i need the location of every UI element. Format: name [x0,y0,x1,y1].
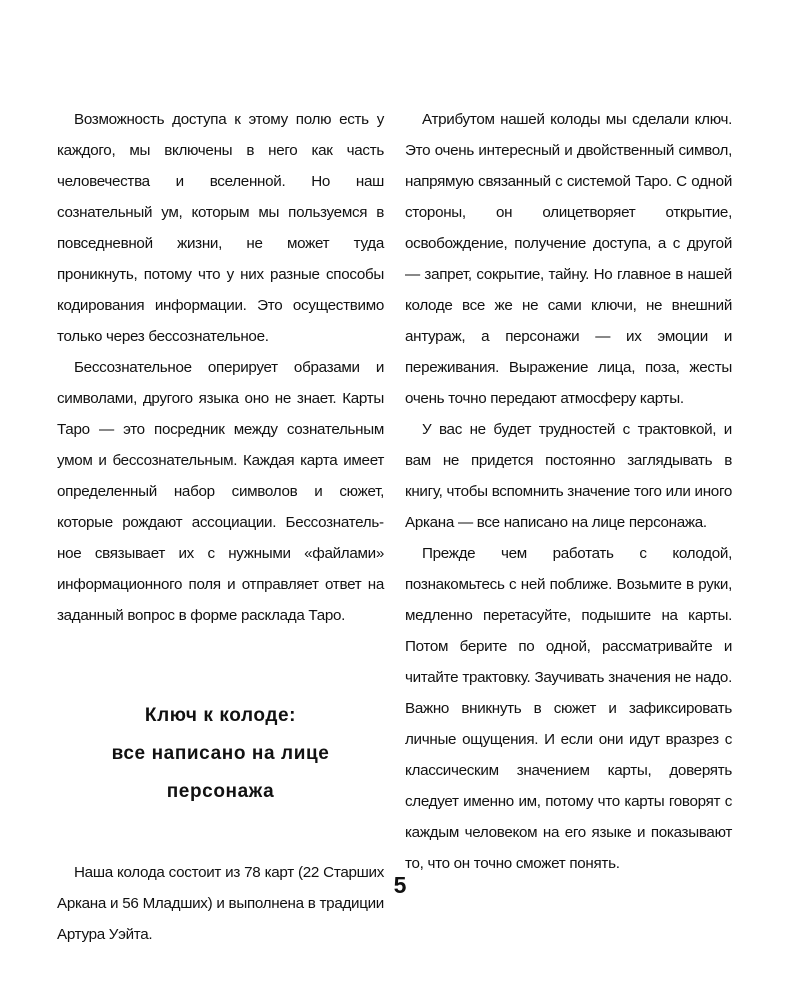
left-paragraph-3: Наша колода состоит из 78 карт (22 Старших Аркана и 56 Младших) и выполнена в традиции Артура Уэйта. [57,864,384,943]
page-number: 5 [393,872,407,898]
left-paragraph-1: Возможность доступа к этому полю есть у каждого, мы включены в него как часть человечества и вселенной. Но наш сознательный ум, которым мы пользуемся в повседневной жизни, не может туда проникнуть, потому что у них разные способы кодирования информации. Это осуществимо только через бессознательное. [57,111,384,345]
section-heading [57,697,384,811]
left-column [57,104,384,950]
heading-line-3: персонажа [166,781,275,802]
right-paragraph-2: У вас не будет трудностей с трактовкой, и вам не придется постоянно заглядывать в книгу, чтобы вспомнить значение того или иного Аркана — все написано на лице персонажа. [405,421,732,531]
right-column [405,104,732,879]
heading-line-2: все написано на лице [111,743,330,764]
heading-line-1: Ключ к колоде: [144,705,297,726]
left-paragraph-2: Бессознательное оперирует образами и символами, другого языка оно не знает. Карты Таро — это посредник между сознательным умом и бессознательным. Каждая карта имеет определенный набор символов и сюжет, которые рождают ассоциации. Бессознательное связывает их с нужными «файлами» информационного поля и отправляет ответ на заданный вопрос в форме расклада Таро. [57,359,384,624]
right-paragraph-1: Атрибутом нашей колоды мы сделали ключ. Это очень интересный и двойственный символ, напрямую связанный с системой Таро. С одной стороны, он олицетворяет открытие, освобождение, получение доступа, а с другой — запрет, сокрытие, тайну. Но главное в нашей колоде все же не сами ключи, не внешний антураж, а персонажи — их эмоции и переживания. Выражение лица, поза, жесты очень точно передают атмосферу карты. [405,111,732,407]
right-paragraph-3: Прежде чем работать с колодой, познакомьтесь с ней поближе. Возьмите в руки, медленно перетасуйте, подышите на карты. Потом берите по одной, рассматривайте и читайте трактовку. Заучивать значения не надо. Важно вникнуть в сюжет и зафиксировать личные ощущения. И если они идут вразрез с классическим значением карты, доверять следует именно им, потому что карты говорят с каждым человеком на его языке и показывают то, что он точно сможет понять. [405,545,732,872]
